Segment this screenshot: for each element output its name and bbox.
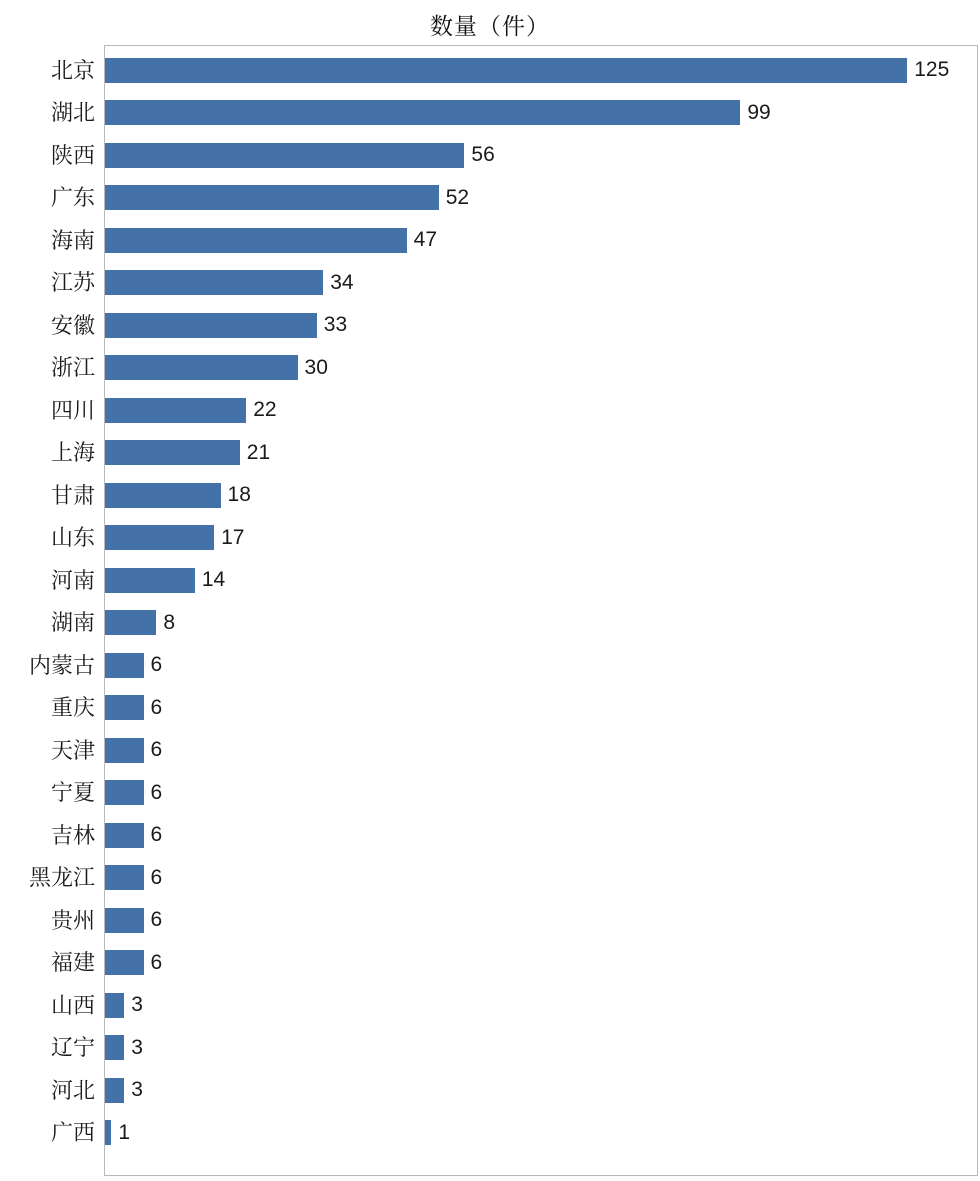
bar-row xyxy=(105,347,977,390)
bar-value-label: 34 xyxy=(330,270,354,294)
category-tick xyxy=(0,856,104,899)
bar xyxy=(105,440,240,465)
category-tick xyxy=(0,218,104,261)
bar-value-label: 6 xyxy=(150,738,163,762)
category-tick xyxy=(0,1068,104,1111)
category-tick xyxy=(0,983,104,1026)
category-tick xyxy=(0,91,104,134)
bar xyxy=(105,270,323,295)
bar-row xyxy=(105,1112,977,1155)
bar xyxy=(105,568,195,593)
category-tick xyxy=(0,771,104,814)
bar xyxy=(105,823,144,848)
category-tick xyxy=(0,643,104,686)
bar xyxy=(105,100,740,125)
bar-value-label: 52 xyxy=(445,185,470,209)
bar xyxy=(105,228,407,253)
bar-row xyxy=(105,517,977,560)
bar xyxy=(105,908,144,933)
category-axis xyxy=(0,45,104,1176)
category-label: 湖南 xyxy=(50,610,95,636)
category-label: 广东 xyxy=(50,185,95,211)
bar-row xyxy=(105,389,977,432)
bar xyxy=(105,143,464,168)
bar-row xyxy=(105,857,977,900)
category-label: 福建 xyxy=(50,950,95,976)
bar-row xyxy=(105,814,977,857)
category-tick xyxy=(0,941,104,984)
bar-value-label: 21 xyxy=(246,440,271,464)
bar-value-label: 3 xyxy=(131,1078,143,1102)
bar-row xyxy=(105,304,977,347)
bar-value-label: 33 xyxy=(323,313,348,337)
bar-row xyxy=(105,474,977,517)
bar-value-label: 18 xyxy=(227,483,251,507)
category-label: 贵州 xyxy=(50,907,95,933)
category-label: 内蒙古 xyxy=(28,652,95,678)
bar xyxy=(105,483,221,508)
bar-value-label: 56 xyxy=(471,143,495,167)
category-label: 河南 xyxy=(50,567,95,593)
bar xyxy=(105,950,144,975)
bar-row xyxy=(105,984,977,1027)
category-tick xyxy=(0,261,104,304)
bar-row xyxy=(105,644,977,687)
bar-row xyxy=(105,1027,977,1070)
category-label: 重庆 xyxy=(50,695,95,721)
category-label: 江苏 xyxy=(50,270,95,296)
category-tick xyxy=(0,48,104,91)
bar-row xyxy=(105,899,977,942)
category-label: 山西 xyxy=(50,992,95,1018)
category-tick xyxy=(0,601,104,644)
bar xyxy=(105,695,144,720)
bar-row xyxy=(105,729,977,772)
category-tick xyxy=(0,431,104,474)
bar-value-label: 22 xyxy=(253,398,277,422)
bar-value-label: 8 xyxy=(163,610,176,634)
bar xyxy=(105,525,214,550)
bar xyxy=(105,313,317,338)
category-tick xyxy=(0,1111,104,1154)
category-tick xyxy=(0,388,104,431)
category-label: 吉林 xyxy=(50,822,95,848)
bar-value-label: 14 xyxy=(201,568,226,592)
category-label: 甘肃 xyxy=(50,482,95,508)
bar-value-label: 6 xyxy=(150,865,163,889)
bar-value-label: 17 xyxy=(221,525,245,549)
category-label: 浙江 xyxy=(50,355,95,381)
bar xyxy=(105,993,124,1018)
category-label: 四川 xyxy=(50,397,95,423)
category-tick xyxy=(0,176,104,219)
bar-row xyxy=(105,687,977,730)
bar-value-label: 6 xyxy=(150,695,163,719)
plot-area xyxy=(104,45,978,1176)
category-label: 上海 xyxy=(50,440,95,466)
category-tick xyxy=(0,346,104,389)
bar-value-label: 6 xyxy=(150,908,163,932)
bar-value-label: 3 xyxy=(131,1035,143,1059)
bar xyxy=(105,1078,124,1103)
category-label: 河北 xyxy=(50,1077,95,1103)
bar xyxy=(105,1035,124,1060)
bar-value-label: 6 xyxy=(150,653,163,677)
category-label: 广西 xyxy=(50,1120,95,1146)
bar xyxy=(105,653,144,678)
category-label: 宁夏 xyxy=(50,780,95,806)
category-tick xyxy=(0,728,104,771)
bar-value-label: 1 xyxy=(118,1120,131,1144)
category-label: 海南 xyxy=(50,227,95,253)
bar xyxy=(105,398,246,423)
bar-value-label: 6 xyxy=(150,823,163,847)
bar xyxy=(105,738,144,763)
category-tick xyxy=(0,303,104,346)
bar-value-label: 47 xyxy=(413,228,437,252)
category-tick xyxy=(0,898,104,941)
category-tick xyxy=(0,686,104,729)
category-tick xyxy=(0,133,104,176)
bar xyxy=(105,610,156,635)
category-label: 黑龙江 xyxy=(28,865,95,891)
category-tick xyxy=(0,516,104,559)
bar-value-label: 3 xyxy=(131,993,143,1017)
bar-value-label: 6 xyxy=(150,780,163,804)
bar-row xyxy=(105,559,977,602)
bar-row xyxy=(105,134,977,177)
bar-value-label: 125 xyxy=(914,58,950,82)
chart-title: 数量（件） xyxy=(430,13,550,39)
bar xyxy=(105,185,439,210)
category-label: 北京 xyxy=(50,57,95,83)
bar-row xyxy=(105,92,977,135)
plot-wrapper xyxy=(0,45,980,1176)
category-label: 天津 xyxy=(50,737,95,763)
bar-row xyxy=(105,1069,977,1112)
bar-value-label: 99 xyxy=(747,100,771,124)
bar-row xyxy=(105,942,977,985)
bar xyxy=(105,865,144,890)
bar-row xyxy=(105,262,977,305)
category-label: 辽宁 xyxy=(50,1035,95,1061)
bar-row xyxy=(105,219,977,262)
category-label: 陕西 xyxy=(50,142,95,168)
category-tick xyxy=(0,813,104,856)
bar-row xyxy=(105,772,977,815)
category-tick xyxy=(0,1026,104,1069)
bar-row xyxy=(105,177,977,220)
category-tick xyxy=(0,473,104,516)
category-label: 湖北 xyxy=(50,100,95,126)
bar xyxy=(105,780,144,805)
category-tick xyxy=(0,558,104,601)
bar-value-label: 6 xyxy=(150,950,163,974)
category-label: 安徽 xyxy=(50,312,95,338)
category-label: 山东 xyxy=(50,525,95,551)
bar xyxy=(105,355,298,380)
bar xyxy=(105,58,907,83)
bar-row xyxy=(105,602,977,645)
bar-row xyxy=(105,49,977,92)
bar-row xyxy=(105,432,977,475)
bar-value-label: 30 xyxy=(304,355,328,379)
